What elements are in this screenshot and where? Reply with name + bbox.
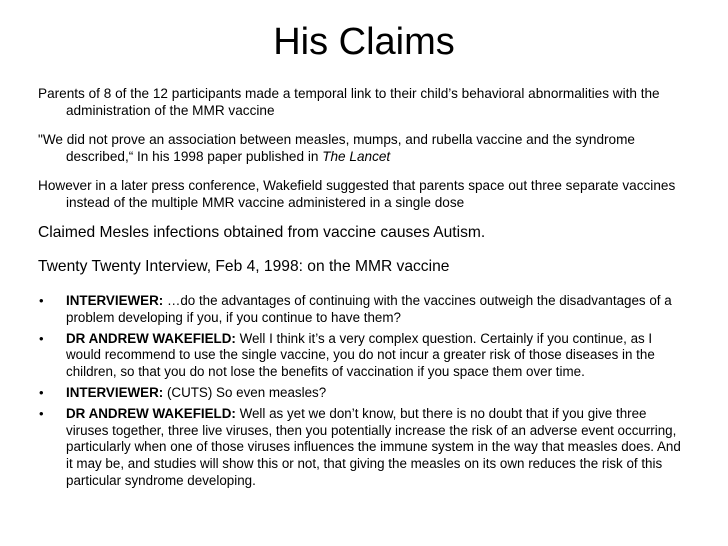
paragraph-lancet-quote bbox=[38, 131, 688, 165]
speaker-label: DR ANDREW WAKEFIELD: bbox=[66, 405, 236, 421]
paragraph-text: Twenty Twenty Interview, Feb 4, 1998: on the MMR vaccine bbox=[38, 258, 450, 275]
speaker-label: INTERVIEWER: bbox=[66, 293, 164, 308]
paragraph-autism-claim bbox=[38, 223, 688, 243]
paragraph-text: However in a later press conference, Wakefield suggested that parents space out three separate vaccines instead of the multiple MMR vaccine administered in a single dose bbox=[38, 178, 676, 210]
bullet-icon: • bbox=[39, 293, 44, 308]
slide-content bbox=[38, 85, 688, 494]
bullet-text: Well I think it’s a very complex question. Certainly if you continue, as I would recommend to use the single vaccine, you do not incur a greater risk of those diseases in the children, so that you do not lose the benefits of vaccination if you space them over time. bbox=[66, 330, 655, 380]
bullet-text: …do the advantages of continuing with the vaccines outweigh the disadvantages of a problem developing if you, if you continue to have them? bbox=[66, 293, 672, 325]
paragraph-interview-heading bbox=[38, 257, 688, 277]
paragraph-parents-link bbox=[38, 85, 688, 119]
bullet-icon: • bbox=[39, 384, 44, 400]
paragraph-press-conference bbox=[38, 177, 688, 211]
bullet-item bbox=[38, 385, 688, 402]
bullet-item bbox=[38, 293, 688, 327]
bullet-item bbox=[38, 331, 688, 381]
bullet-text: (CUTS) So even measles? bbox=[163, 384, 327, 400]
interview-bullet-list bbox=[38, 293, 688, 490]
bullet-icon: • bbox=[39, 330, 44, 346]
speaker-label: INTERVIEWER: bbox=[66, 384, 164, 400]
bullet-icon: • bbox=[39, 405, 44, 421]
slide-title: His Claims bbox=[273, 21, 455, 63]
bullet-text: Well as yet we don’t know, but there is no doubt that if you give three viruses together, three live viruses, then you potentially increase the risk of an adverse event occurring, particularly when one of those viruses influences the immune system in the way that measles does. And it may be, and studies will show this or not, that giving the measles on its own reduces the risk of this particular syndrome developing. bbox=[66, 405, 681, 488]
journal-name: The Lancet bbox=[322, 149, 391, 164]
paragraph-text: Claimed Mesles infections obtained from vaccine causes Autism. bbox=[38, 224, 486, 241]
speaker-label: DR ANDREW WAKEFIELD: bbox=[66, 330, 236, 346]
bullet-item bbox=[38, 406, 688, 490]
paragraph-text: "We did not prove an association between measles, mumps, and rubella vaccine and the syndrome described,“ In his 1998 paper published in bbox=[38, 132, 635, 164]
paragraph-text: Parents of 8 of the 12 participants made a temporal link to their child’s behavioral abnormalities with the administration of the MMR vaccine bbox=[38, 86, 660, 118]
